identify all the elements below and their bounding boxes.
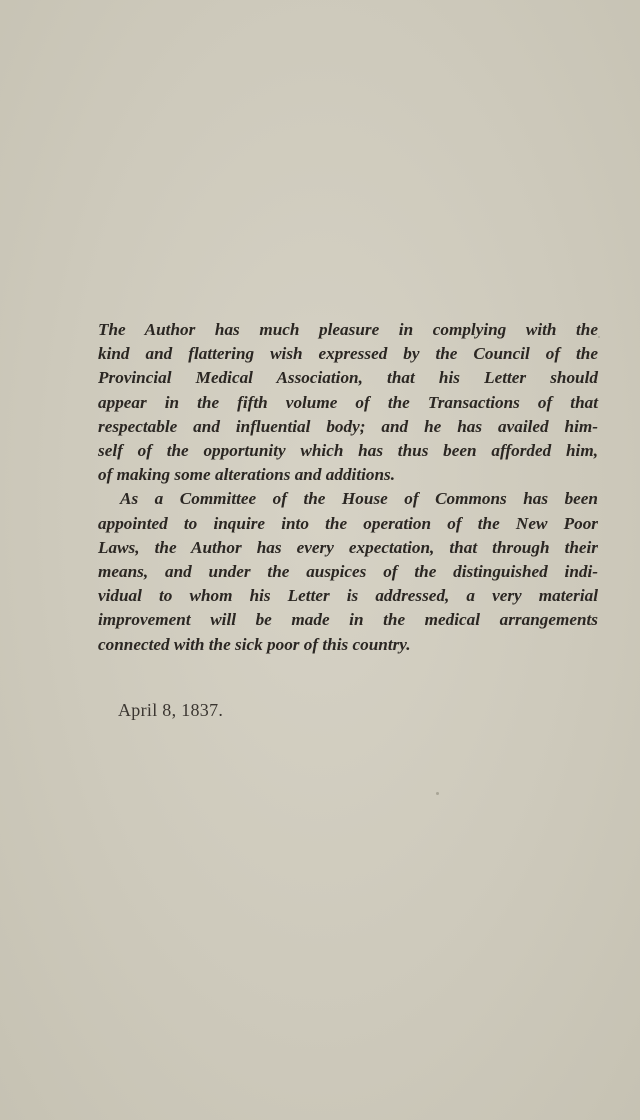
paper-speck	[598, 336, 600, 338]
text-line: self of the opportunity which has thus been afforded him,	[98, 441, 598, 461]
paper-speck	[436, 792, 439, 795]
text-line: The Author has much pleasure in complying with the	[98, 320, 598, 339]
preface-text	[98, 318, 598, 657]
text-line: As a Committee of the House of Commons has been	[120, 489, 598, 509]
paragraph-2	[98, 487, 598, 656]
text-line: respectable and influential body; and he has availed him-	[98, 416, 598, 436]
date-line: April 8, 1837.	[118, 700, 224, 720]
text-line: appointed to inquire into the operation of the New Poor	[98, 513, 598, 533]
text-line: improvement will be made in the medical arrangements	[98, 610, 598, 630]
text-line: of making some alterations and additions.	[98, 465, 396, 485]
text-line: Laws, the Author has every expectation, that through their	[98, 537, 598, 557]
text-line: means, and under the auspices of the distinguished indi-	[98, 562, 598, 582]
text-line: vidual to whom his Letter is addressed, a very material	[98, 586, 598, 606]
text-line: kind and flattering wish expressed by the Council of the	[98, 344, 598, 364]
text-line: Provincial Medical Association, that his Letter should	[98, 368, 598, 388]
text-line: connected with the sick poor of this country.	[98, 634, 411, 654]
paragraph-1	[98, 318, 598, 487]
text-line: appear in the fifth volume of the Transactions of that	[98, 392, 598, 412]
